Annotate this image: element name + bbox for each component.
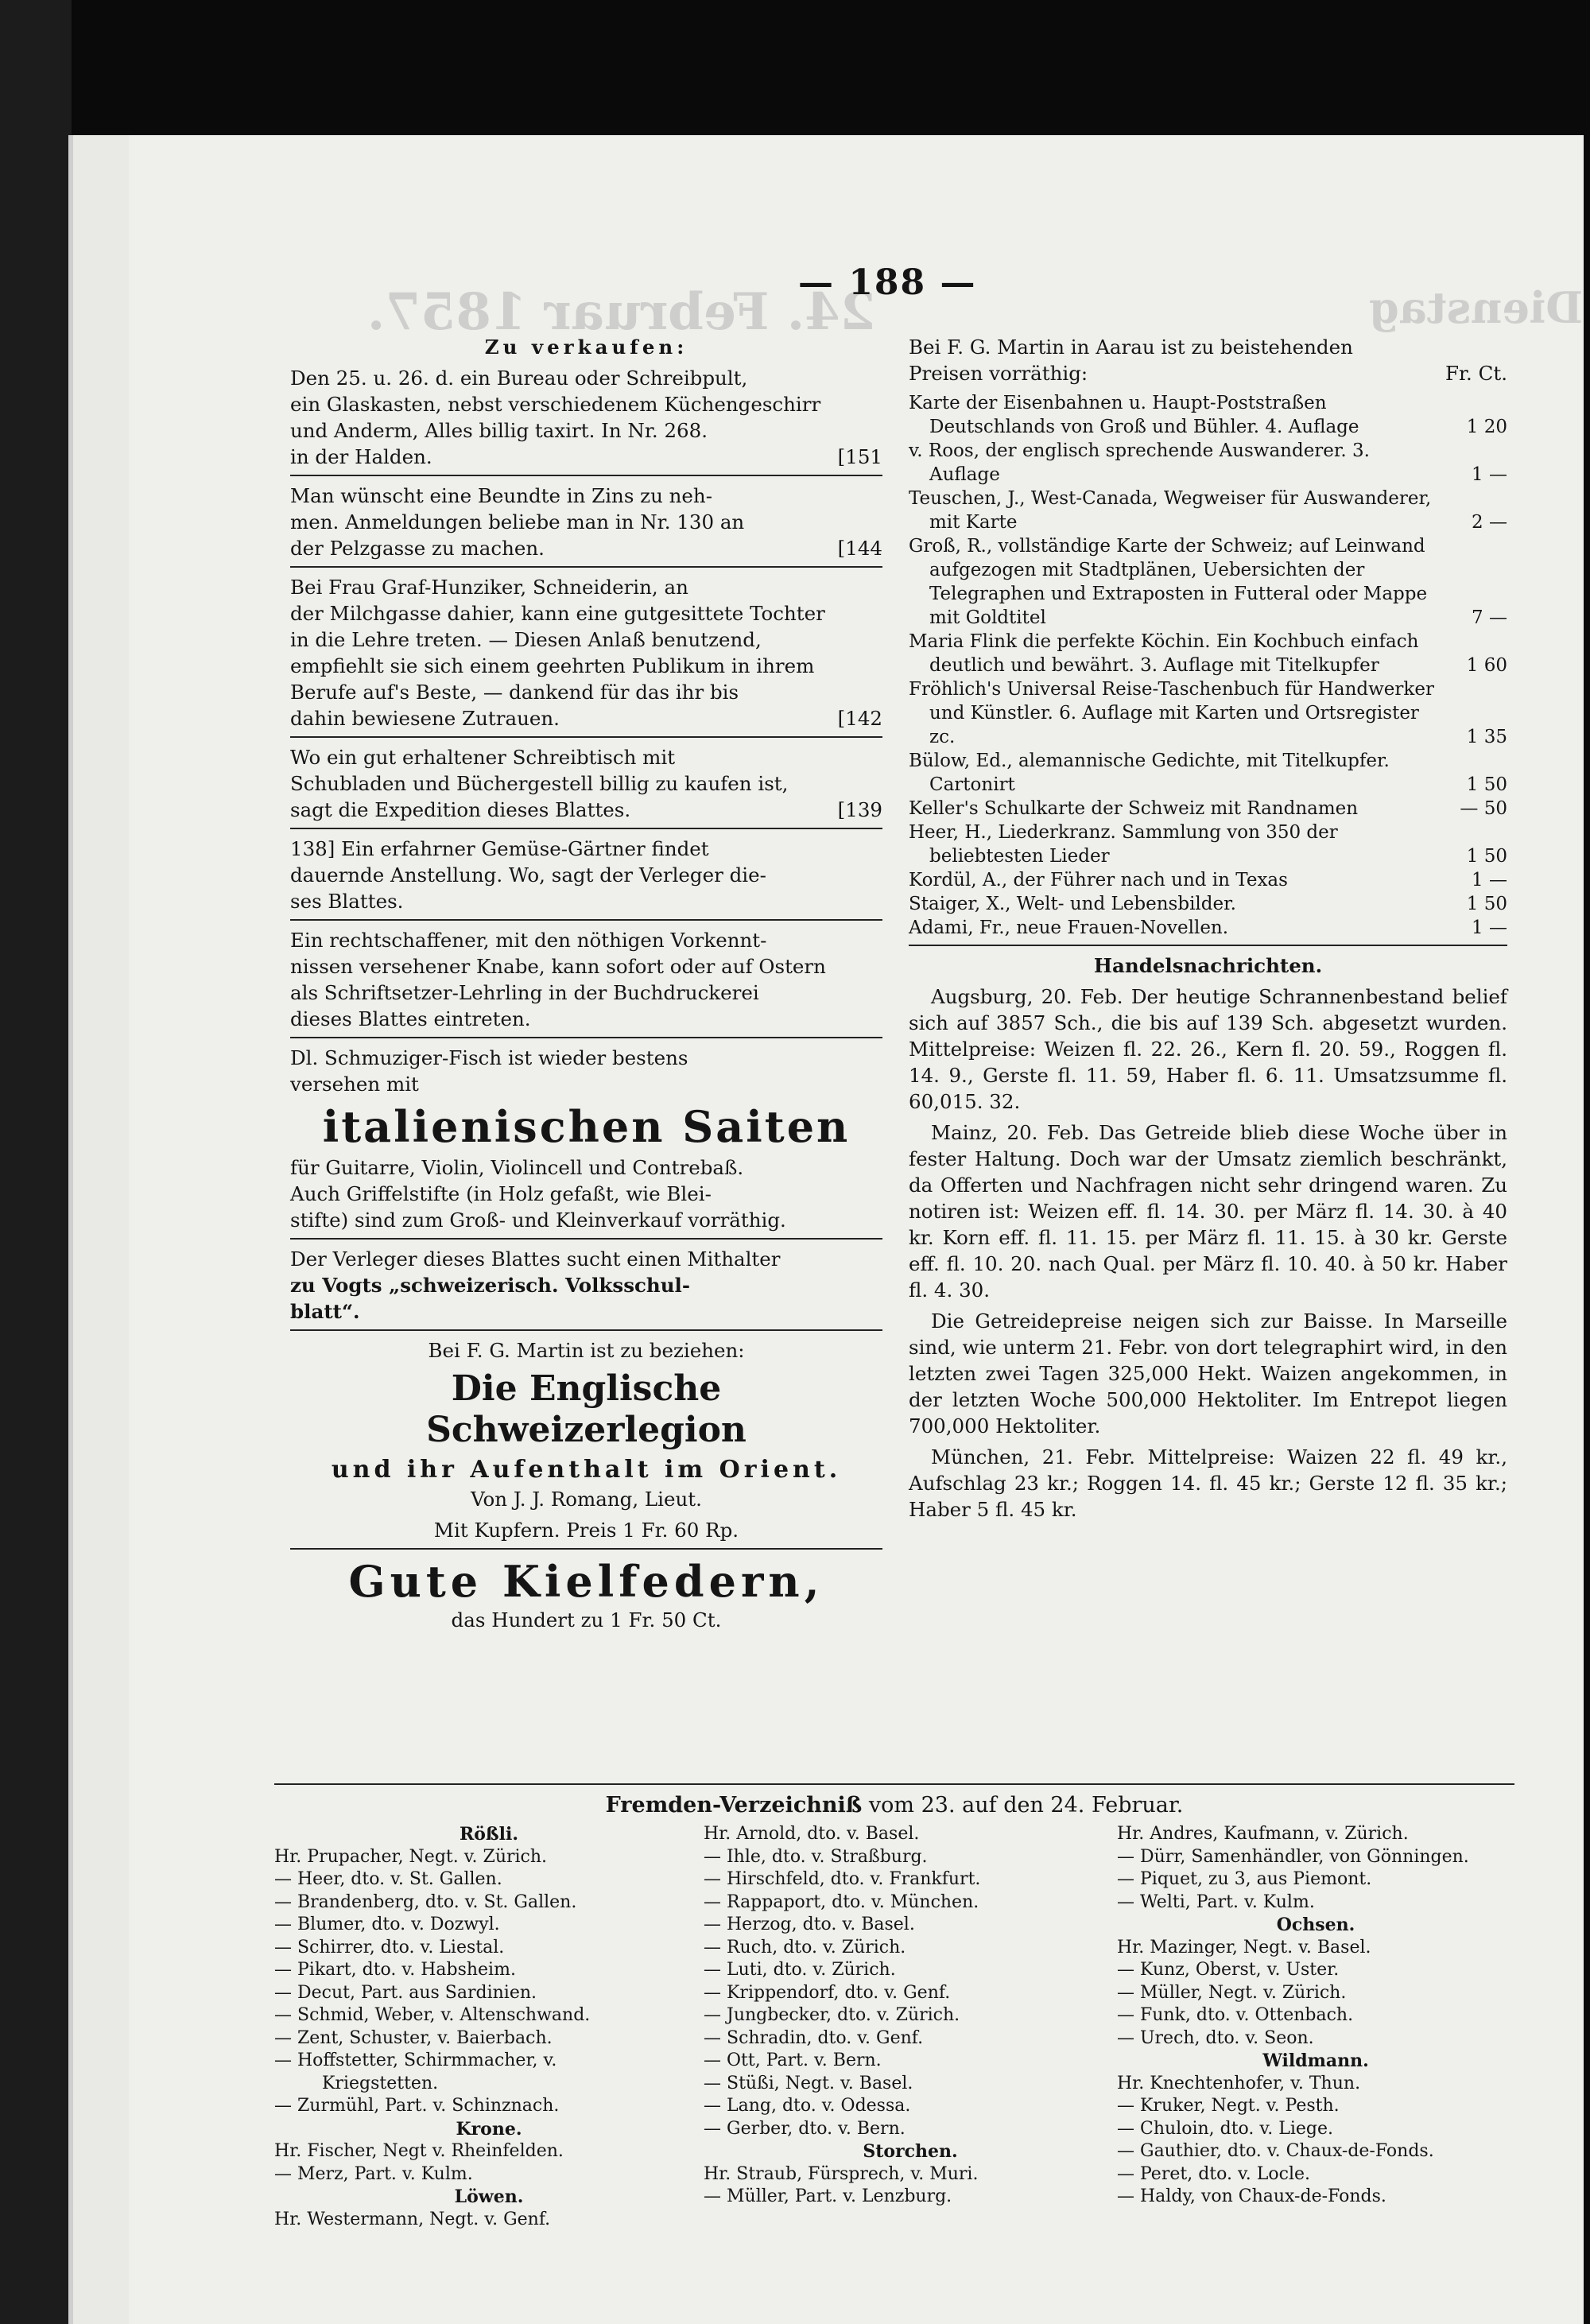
- ad-line: in die Lehre treten. — Diesen Anlaß benutzend,: [290, 628, 762, 651]
- guest-entry: — Zent, Schuster, v. Baierbach.: [274, 2027, 553, 2048]
- guest-entry: Hr. Prupacher, Negt. v. Zürich.: [274, 1846, 548, 1867]
- ad-line: men. Anmeldungen beliebe man in Nr. 130 an: [290, 510, 745, 533]
- guest-entry: Hr. Westermann, Negt. v. Genf.: [274, 2209, 551, 2229]
- divider: [290, 736, 882, 738]
- hotel-name: Storchen.: [863, 2141, 958, 2162]
- guest-entry: — Gauthier, dto. v. Chaux-de-Fonds.: [1117, 2141, 1434, 2161]
- book-price: 1 50: [1466, 774, 1507, 795]
- book-title: Die Englische Schweizerlegion: [426, 1368, 747, 1450]
- ad-for-sale: [290, 334, 882, 470]
- guest-entry: — Krippendorf, dto. v. Genf.: [704, 1982, 951, 2003]
- book-price: 1 35: [1466, 727, 1507, 747]
- book-text: Keller's Schulkarte der Schweiz mit Randnamen: [909, 798, 1359, 819]
- quills-price: das Hundert zu 1 Fr. 50 Ct.: [451, 1608, 722, 1631]
- ad-book-legion: [290, 1337, 882, 1543]
- guest-entry: — Lang, dto. v. Odessa.: [704, 2096, 911, 2116]
- book-row: [909, 391, 1507, 439]
- guest-entry: — Schirrer, dto. v. Liestal.: [274, 1937, 505, 1957]
- visitor-register: [274, 1783, 1514, 2231]
- ad-line: Schubladen und Büchergestell billig zu kaufen ist,: [290, 772, 789, 795]
- book-row: [909, 439, 1507, 487]
- hotel-name: Löwen.: [454, 2186, 524, 2207]
- books-intro: [909, 334, 1507, 386]
- ad-line: [290, 444, 882, 470]
- book-text: Staiger, X., Welt- und Lebensbilder.: [909, 894, 1236, 914]
- book-author: Von J. J. Romang, Lieut.: [471, 1488, 702, 1511]
- guest-entry: Hr. Mazinger, Negt. v. Basel.: [1117, 1937, 1371, 1957]
- divider: [290, 919, 882, 921]
- ad-line: Dl. Schmuziger-Fisch ist wieder bestens: [290, 1046, 688, 1069]
- guest-entry: — Zurmühl, Part. v. Schinznach.: [274, 2096, 560, 2116]
- bleed-through-date: 24. Februar 1857.: [367, 282, 876, 342]
- guest-entry: Kriegstetten.: [322, 2073, 439, 2093]
- ad-line: ses Blattes.: [290, 890, 404, 913]
- ad-line: 138] Ein erfahrner Gemüse-Gärtner findet: [290, 837, 709, 860]
- book-price: 2 —: [1472, 512, 1507, 533]
- ad-desk: [290, 744, 882, 823]
- guest-entry: Hr. Knechtenhofer, v. Thun.: [1117, 2073, 1361, 2093]
- trade-paragraph: München, 21. Febr. Mittelpreise: Waizen 22 fl. 49 kr., Aufschlag 23 kr.; Roggen 14. fl. 45 kr.; Gerste 12 fl. 35 kr.; Haber 5 fl. 45 kr.: [909, 1445, 1507, 1521]
- book-row: [909, 916, 1507, 940]
- guest-entry: Hr. Fischer, Negt v. Rheinfelden.: [274, 2141, 564, 2161]
- guest-entry: — Müller, Part. v. Lenzburg.: [704, 2186, 952, 2206]
- ad-line-text: sagt die Expedition dieses Blattes.: [290, 798, 631, 821]
- ad-line-text: dahin bewiesene Zutrauen.: [290, 707, 560, 730]
- ad-line: nissen versehener Knabe, kann sofort oder auf Ostern: [290, 955, 826, 978]
- ad-line: dauernde Anstellung. Wo, sagt der Verleger die-: [290, 863, 766, 887]
- ad-text: [290, 365, 882, 470]
- book-price: 1 —: [1472, 870, 1507, 890]
- ad-line: Den 25. u. 26. d. ein Bureau oder Schreibpult,: [290, 367, 748, 390]
- ad-heading: Zu verkaufen:: [484, 336, 688, 359]
- book-price: 1 60: [1466, 655, 1507, 676]
- guest-entry: — Brandenberg, dto. v. St. Gallen.: [274, 1891, 577, 1912]
- book-price: 1 50: [1466, 846, 1507, 867]
- register-col-2: [704, 1823, 1117, 2231]
- ad-line: versehen mit: [290, 1073, 419, 1096]
- guest-entry: — Müller, Negt. v. Zürich.: [1117, 1982, 1347, 2003]
- book-price: 1 —: [1472, 918, 1507, 938]
- quills-title: Gute Kielfedern,: [348, 1556, 824, 1607]
- ad-line: stifte) sind zum Groß- und Kleinverkauf vorräthig.: [290, 1209, 786, 1232]
- guest-entry: — Hoffstetter, Schirmmacher, v.: [274, 2050, 557, 2070]
- ad-line: [290, 705, 882, 731]
- register-title-bold: Fremden-Verzeichniß: [605, 1793, 863, 1818]
- intro-text: Preisen vorräthig:: [909, 362, 1088, 385]
- divider: [290, 566, 882, 568]
- guest-entry: — Ihle, dto. v. Straßburg.: [704, 1846, 928, 1867]
- guest-entry: — Funk, dto. v. Ottenbach.: [1117, 2005, 1354, 2025]
- guest-entry: — Dürr, Samenhändler, von Gönningen.: [1117, 1846, 1469, 1867]
- register-col-3: [1117, 1823, 1514, 2231]
- guest-entry: — Blumer, dto. v. Dozwyl.: [274, 1915, 500, 1934]
- guest-entry: — Merz, Part. v. Kulm.: [274, 2163, 473, 2184]
- ad-display-title: italienischen Saiten: [322, 1101, 851, 1152]
- ad-line: Bei Frau Graf-Hunziker, Schneiderin, an: [290, 576, 688, 599]
- scan-edge: [0, 0, 72, 2324]
- book-text: Fröhlich's Universal Reise-Taschenbuch für Handwerker und Künstler. 6. Auflage mit Karten und Ortsregister zc.: [909, 679, 1434, 747]
- ad-line: Der Verleger dieses Blattes sucht einen Mithalter: [290, 1247, 781, 1271]
- ad-line: Berufe auf's Beste, — dankend für das ihr bis: [290, 681, 739, 704]
- ad-seamstress: [290, 574, 882, 731]
- guest-entry: — Ruch, dto. v. Zürich.: [704, 1937, 906, 1957]
- divider: [290, 1329, 882, 1331]
- ad-reference: [139: [837, 798, 882, 821]
- ad-line: zu Vogts „schweizerisch. Volksschul-: [290, 1274, 691, 1297]
- book-price: — 50: [1460, 798, 1507, 819]
- guest-entry: — Ott, Part. v. Bern.: [704, 2050, 882, 2070]
- ad-publisher: [290, 1246, 882, 1325]
- book-text: Adami, Fr., neue Frauen-Novellen.: [909, 918, 1229, 938]
- ad-text: [290, 1154, 882, 1233]
- intro-line: [909, 360, 1507, 386]
- left-column: [290, 334, 882, 1638]
- book-row: [909, 821, 1507, 868]
- guest-entry: Hr. Arnold, dto. v. Basel.: [704, 1824, 920, 1844]
- book-row: [909, 534, 1507, 630]
- ad-quills: [290, 1556, 882, 1633]
- guest-entry: Hr. Straub, Fürsprech, v. Muri.: [704, 2163, 979, 2184]
- guest-entry: — Jungbecker, dto. v. Zürich.: [704, 2005, 960, 2025]
- ad-reference: [142: [837, 707, 882, 730]
- guest-entry: — Hirschfeld, dto. v. Frankfurt.: [704, 1869, 981, 1889]
- guest-entry: — Heer, dto. v. St. Gallen.: [274, 1869, 502, 1889]
- book-subtitle: und ihr Aufenthalt im Orient.: [331, 1456, 842, 1484]
- hotel-name: Ochsen.: [1276, 1915, 1355, 1935]
- guest-entry: — Gerber, dto. v. Bern.: [704, 2118, 906, 2139]
- book-text: Heer, H., Liederkranz. Sammlung von 350 der beliebtesten Lieder: [909, 822, 1338, 867]
- ad-line: [290, 535, 882, 561]
- register-col-1: [274, 1823, 704, 2231]
- ad-line: als Schriftsetzer-Lehrling in der Buchdruckerei: [290, 981, 759, 1004]
- book-price: 1 50: [1466, 894, 1507, 914]
- ad-beundte: [290, 483, 882, 561]
- ad-strings: [290, 1045, 882, 1233]
- ad-gardener: [290, 836, 882, 914]
- ad-intro: Bei F. G. Martin ist zu beziehen:: [428, 1339, 745, 1362]
- guest-entry: — Rappaport, dto. v. München.: [704, 1891, 979, 1912]
- ad-line: für Guitarre, Violin, Violincell und Contrebaß.: [290, 1156, 744, 1179]
- ad-line: Ein rechtschaffener, mit den nöthigen Vorkennt-: [290, 929, 767, 952]
- guest-entry: — Welti, Part. v. Kulm.: [1117, 1891, 1315, 1912]
- ad-reference: [144: [837, 537, 882, 560]
- hotel-name: Krone.: [456, 2118, 522, 2140]
- book-row: [909, 487, 1507, 534]
- guest-entry: — Haldy, von Chaux-de-Fonds.: [1117, 2186, 1386, 2206]
- book-text: v. Roos, der englisch sprechende Auswanderer. 3. Auflage: [909, 440, 1370, 485]
- ad-line: empfiehlt sie sich einem geehrten Publikum in ihrem: [290, 654, 815, 677]
- divider: [290, 828, 882, 829]
- ad-line: Auch Griffelstifte (in Holz gefaßt, wie Blei-: [290, 1182, 712, 1205]
- trade-news: [909, 952, 1507, 1523]
- ad-line: und Anderm, Alles billig taxirt. In Nr. 268.: [290, 419, 708, 442]
- divider: [290, 475, 882, 476]
- divider: [290, 1548, 882, 1550]
- guest-entry: — Piquet, zu 3, aus Piemont.: [1117, 1869, 1372, 1889]
- book-row: [909, 749, 1507, 797]
- book-text: Maria Flink die perfekte Köchin. Ein Kochbuch einfach deutlich und bewährt. 3. Auflage mit Titelkupfer: [909, 631, 1419, 676]
- ad-line: [290, 797, 882, 823]
- divider: [290, 1037, 882, 1038]
- divider: [274, 1783, 1514, 1785]
- book-text: Bülow, Ed., alemannische Gedichte, mit Titelkupfer. Cartonirt: [909, 751, 1390, 795]
- guest-entry: — Pikart, dto. v. Habsheim.: [274, 1960, 516, 1980]
- book-row: [909, 797, 1507, 821]
- register-columns: [274, 1823, 1514, 2231]
- register-title-rest: vom 23. auf den 24. Februar.: [868, 1793, 1184, 1818]
- guest-entry: — Decut, Part. aus Sardinien.: [274, 1982, 537, 2003]
- guest-entry: Hr. Andres, Kaufmann, v. Zürich.: [1117, 1824, 1409, 1844]
- guest-entry: — Luti, dto. v. Zürich.: [704, 1960, 896, 1980]
- ad-line: Man wünscht eine Beundte in Zins zu neh-: [290, 484, 712, 507]
- right-column: [909, 334, 1507, 1527]
- guest-entry: — Schradin, dto. v. Genf.: [704, 2027, 924, 2048]
- trade-paragraph: Mainz, 20. Feb. Das Getreide blieb diese Woche über in fester Haltung. Doch war der Umsatz ziemlich beschränkt, da Offerten und Nachfragen nicht sehr dringend waren. Zu notiren ist: Weizen eff. fl. 14. 30. per März fl. 14. 30. à 40 kr. Korn eff. fl. 11. 15. per März fl. 11. 15. à 30 kr. Gerste eff. fl. 10. 20. nach Qual. per März fl. 10. 40. à 50 kr. Haber fl. 4. 30.: [909, 1121, 1507, 1302]
- trade-heading: Handelsnachrichten.: [1093, 954, 1323, 977]
- book-price: 1 20: [1466, 417, 1507, 437]
- guest-entry: — Stüßi, Negt. v. Basel.: [704, 2073, 913, 2093]
- guest-entry: — Herzog, dto. v. Basel.: [704, 1915, 915, 1934]
- book-price: 1 —: [1472, 464, 1507, 485]
- book-text: Karte der Eisenbahnen u. Haupt-Poststraßen Deutschlands von Groß und Bühler. 4. Auflage: [909, 393, 1359, 437]
- guest-entry: — Schmid, Weber, v. Altenschwand.: [274, 2005, 591, 2025]
- book-row: [909, 868, 1507, 892]
- book-price: Mit Kupfern. Preis 1 Fr. 60 Rp.: [433, 1519, 739, 1542]
- ad-line: dieses Blattes eintreten.: [290, 1007, 531, 1030]
- divider: [909, 945, 1507, 946]
- ad-line: Wo ein gut erhaltener Schreibtisch mit: [290, 746, 676, 769]
- register-title: [274, 1791, 1514, 1820]
- divider: [290, 1238, 882, 1240]
- book-row: [909, 630, 1507, 677]
- ad-line: blatt“.: [290, 1300, 360, 1323]
- book-row: [909, 892, 1507, 916]
- guest-entry: — Peret, dto. v. Locle.: [1117, 2163, 1310, 2184]
- trade-paragraph: Die Getreidepreise neigen sich zur Baisse. In Marseille sind, wie unterm 21. Febr. von dort telegraphirt wird, in den letzten zwei Tagen 325,000 Hekt. Waizen angekommen, in der letzten Woche 500,000 Hektoliter. Im Entrepot liegen 700,000 Hektoliter.: [909, 1309, 1507, 1437]
- hotel-name: Wildmann.: [1262, 2050, 1369, 2071]
- ad-line-text: der Pelzgasse zu machen.: [290, 537, 545, 560]
- guest-entry: — Kruker, Negt. v. Pesth.: [1117, 2096, 1340, 2116]
- book-text: Kordül, A., der Führer nach und in Texas: [909, 870, 1288, 890]
- bleed-through-day: Dienstag: [1369, 282, 1584, 333]
- trade-paragraph: Augsburg, 20. Feb. Der heutige Schrannenbestand belief sich auf 3857 Sch., die bis auf 139 Sch. abgesetzt wurden. Mittelpreise: Weizen fl. 22. 26., Kern fl. 20. 59., Roggen fl. 14. 9., Gerste fl. 11. 59, Haber fl. 6. 11. Umsatzsumme fl. 60,015. 32.: [909, 985, 1507, 1113]
- guest-entry: — Urech, dto. v. Seon.: [1117, 2027, 1314, 2048]
- ad-line: der Milchgasse dahier, kann eine gutgesittete Tochter: [290, 602, 825, 625]
- book-text: Groß, R., vollständige Karte der Schweiz; auf Leinwand aufgezogen mit Stadtplänen, Uebersichten der Telegraphen und Extraposten in Futteral oder Mappe mit Goldtitel: [909, 536, 1428, 628]
- book-row: [909, 677, 1507, 749]
- book-price: 7 —: [1472, 607, 1507, 628]
- currency-header: Fr. Ct.: [1445, 362, 1507, 385]
- ad-line: ein Glaskasten, nebst verschiedenem Küchengeschirr: [290, 393, 821, 416]
- ad-reference: [151: [837, 445, 882, 468]
- page-number: — 188 —: [798, 262, 977, 303]
- ad-line-text: in der Halden.: [290, 445, 432, 468]
- ad-apprentice: [290, 927, 882, 1032]
- hotel-name: Rößli.: [459, 1824, 519, 1845]
- ad-text: [290, 1045, 882, 1097]
- guest-entry: — Kunz, Oberst, v. Uster.: [1117, 1960, 1340, 1980]
- intro-line: Bei F. G. Martin in Aarau ist zu beistehenden: [909, 336, 1353, 359]
- book-text: Teuschen, J., West-Canada, Wegweiser für Auswanderer, mit Karte: [909, 488, 1432, 533]
- guest-entry: — Chuloin, dto. v. Liege.: [1117, 2118, 1333, 2139]
